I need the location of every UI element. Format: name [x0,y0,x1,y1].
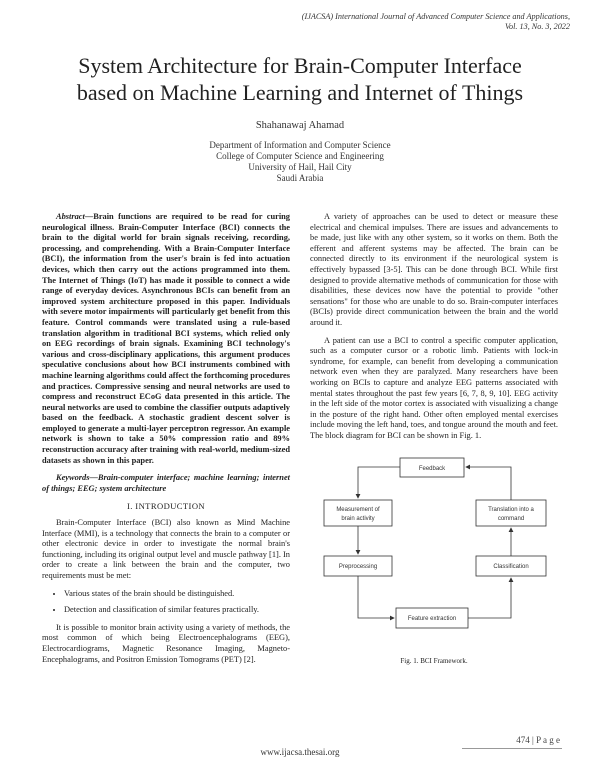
list-item: • Detection and classification of similar features practically. [64,605,290,616]
left-column [42,212,290,672]
node-translation-label-2: command [497,516,525,523]
right-paragraph-1: A variety of approaches can be used to detect or measure these electrical and chemical impulses. There are issues and advancements to be made, just like with any other system, so it works on them. Both the efferent and afferent systems may be affected. The brain can be connected directly to its environment if the neurological system is effectively bypassed [3-5]. This can be done through BCI. While first designed to provide alternative methods of communication for those with disabilities, these devices now have the potential to provide "other sensations" for those who are unable to do so. Brain-computer interfaces (BCIs) provide direct communication between the brain and the world around it. [310,212,558,327]
section-heading-introduction: I. INTRODUCTION [126,501,206,512]
journal-volume: Vol. 13, No. 3, 2022 [504,22,570,31]
journal-name: (IJACSA) International Journal of Advanced Computer Science and Applications, [301,12,570,21]
right-column [310,212,558,667]
affiliation-country: Saudi Arabia [276,173,324,183]
abstract-text: Brain functions are required to be read for curing neurological illness. Brain-Computer Interface (BCI) connects the brain to the digital world for brain signals receiving, recording, processing, and comprehending. With a Brain-Computer Interface (BCI), the information from the user's brain is fed into actuation devices, which then carry out the actions programmed into them. The Internet of Things (IoT) has made it possible to connect a wide range of everyday devices. Asynchronous BCIs can benefit from an improved system architecture proposed in this paper. Individuals with severe motor impairments will particularly get benefit from this feature. Control commands were translated using a rule-based translation algorithm in traditional BCI systems, which relied only on EEG recordings of brain signals. Examining BCI technology's various and cross-disciplinary applications, this argument produces speculative conclusions about how BCI instruments combined with machine learning algorithms could affect the forthcoming procedures and practices. Compressive sensing and neural networks are used to compress and reconstruct ECoG data presented in this article. The neural networks are used to combine the classifier outputs adaptively based on the feedback. A stochastic gradient descent solver is employed to generate a multi-layer perceptron regressor. An example network is shown to take a 50% compression ratio and 89% reconstruction accuracy after training with real-world, medium-sized datasets as shown in this paper. [42,212,290,465]
affiliation-department: Department of Information and Computer Science [209,140,391,150]
keywords: Keywords—Brain-computer interface; machine learning; internet of things; EEG; system architecture [42,473,290,493]
node-measurement-label-1: Measurement of [336,507,380,514]
journal-header [210,12,570,32]
bci-framework-diagram [310,448,558,656]
abstract [42,212,290,466]
node-measurement-label-2: brain activity [341,516,375,523]
node-translation-label-1: Translation into a [488,507,534,514]
arrow-feedback-to-measurement [358,467,400,498]
intro-paragraph-2: It is possible to monitor brain activity using a variety of methods, the most common of which being Electroencephalograms (EEG), Electrocardiograms, Magnetic Resonance Imaging, Magneto-Encephalograms, and Positron Emission Tomograms (PET) [2]. [42,622,290,664]
title-line-1: System Architecture for Brain-Computer Interface [78,53,522,78]
node-measurement [324,500,392,526]
paper-title [30,52,570,106]
arrow-feature-to-classification [468,578,511,618]
footer-divider [462,748,562,749]
affiliation-college: College of Computer Science and Engineering [216,151,384,161]
right-paragraph-2: A patient can use a BCI to control a specific computer application, such as a computer cursor or a robotic limb. Patients with lock-in syndrome, for example, can benefit from developing a communication network even when they are paralyzed. Many researchers have been working on BCIs to capture and analyze EEG patterns associated with mental states throughout the past few years [6, 7, 8, 9, 10]. EEG activity in the left side of the motor cortex is associated with visualizing a change in the posture of the right hand. Other often employed mental exercises include moving the left hand, toes, and tongue around the mouth and feet. The block diagram for BCI can be shown in Fig. 1. [310,335,558,440]
affiliation-university: University of Hail, Hail City [248,162,352,172]
author-affiliation [150,140,450,184]
intro-paragraph-1: Brain-Computer Interface (BCI) also known as Mind Machine Interface (MMI), is a technology that connects the brain to a computer or other electronic device in order to investigate the normal brain's functioning, including its original output level and muscle pathway [1]. In order to create a link between the brain and the computer, two requirements must be met: [42,518,290,580]
node-classification-label: Classification [493,564,529,571]
node-feature-extraction-label: Feature extraction [407,616,457,623]
figure-caption: Fig. 1. BCI Framework. [400,657,468,666]
node-translation [476,500,546,526]
page-number: 474 | P a g e [516,735,560,745]
author-name: Shahanawaj Ahamad [255,120,345,131]
bci-framework-figure [310,448,558,656]
footer-url: www.ijacsa.thesai.org [260,747,340,757]
arrow-translation-to-feedback [466,467,511,500]
abstract-lead: Abstract— [56,212,94,221]
requirements-list [42,589,290,616]
node-feedback-label: Feedback [418,466,446,473]
list-item: • Various states of the brain should be distinguished. [64,589,290,600]
arrow-preprocessing-to-feature [358,576,394,618]
node-preprocessing-label: Preprocessing [338,564,378,571]
title-line-2: based on Machine Learning and Internet of Things [76,80,524,105]
